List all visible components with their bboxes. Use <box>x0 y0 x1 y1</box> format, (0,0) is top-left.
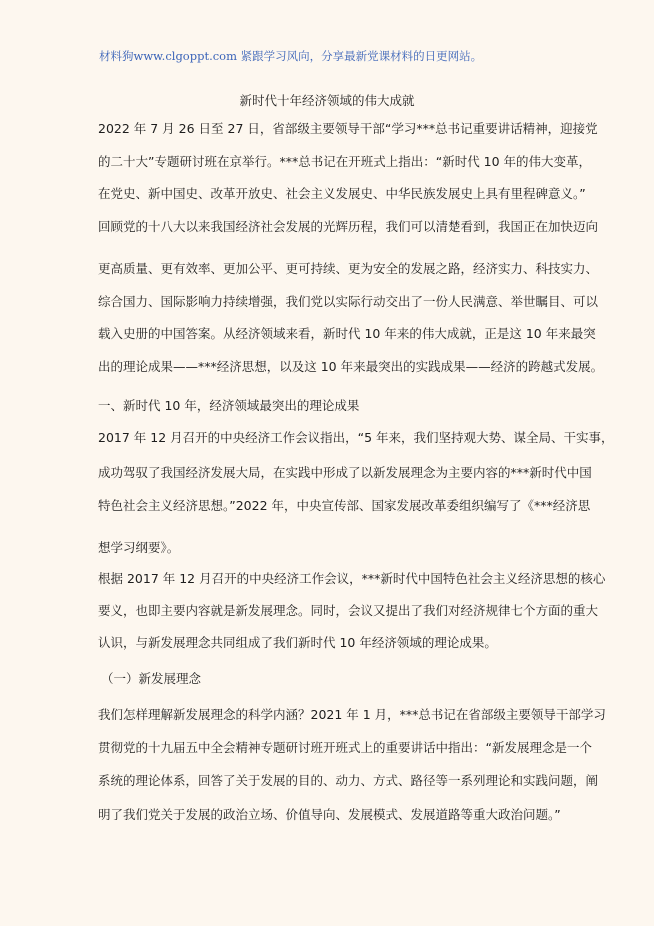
paragraph-line: 特色社会主义经济思想。”2022 年，中央宣传部、国家发展改革委组织编写了《***经济思 <box>98 498 591 513</box>
subsection-heading: （一）新发展理念 <box>101 671 202 686</box>
header-note: 材料狗www.clgoppt.com 紧跟学习风向，分享最新党课材料的日更网站。 <box>99 49 483 63</box>
paragraph-line: 综合国力、国际影响力持续增强，我们党以实际行动交出了一份人民满意、举世瞩目、可以 <box>98 294 599 309</box>
paragraph-line: 系统的理论体系，回答了关于发展的目的、动力、方式、路径等一系列理论和实践问题，阐 <box>98 773 599 788</box>
paragraph-line: 在党史、新中国史、改革开放史、社会主义发展史、中华民族发展史上具有里程碑意义。” <box>98 186 586 201</box>
paragraph-line: 2017 年 12 月召开的中央经济工作会议指出，“5 年来，我们坚持观大势、谋全局、干实事， <box>98 430 614 445</box>
paragraph-line: 2022 年 7 月 26 日至 27 日，省部级主要领导干部“学习***总书记重要讲话精神，迎接党 <box>98 121 598 136</box>
section-heading: 一、新时代 10 年，经济领域最突出的理论成果 <box>98 398 360 413</box>
paragraph-line: 想学习纲要》。 <box>98 540 180 555</box>
paragraph-line: 根据 2017 年 12 月召开的中央经济工作会议，***新时代中国特色社会主义经济思想的核心 <box>98 571 606 586</box>
paragraph-line: 认识，与新发展理念共同组成了我们新时代 10 年经济领域的理论成果。 <box>98 635 497 650</box>
document-title: 新时代十年经济领域的伟大成就 <box>239 93 415 108</box>
paragraph-line: 要义，也即主要内容就是新发展理念。同时，会议又提出了我们对经济规律七个方面的重大 <box>98 603 599 618</box>
paragraph-line: 成功驾驭了我国经济发展大局，在实践中形成了以新发展理念为主要内容的***新时代中国 <box>98 465 592 480</box>
paragraph-line: 我们怎样理解新发展理念的科学内涵？2021 年 1 月，***总书记在省部级主要领导干部学习 <box>98 707 606 722</box>
paragraph-line: 回顾党的十八大以来我国经济社会发展的光辉历程，我们可以清楚看到，我国正在加快迈向 <box>98 219 599 234</box>
paragraph-line: 贯彻党的十九届五中全会精神专题研讨班开班式上的重要讲话中指出：“新发展理念是一个 <box>98 740 592 755</box>
paragraph-line: 的二十大”专题研讨班在京举行。***总书记在开班式上指出：“新时代 10 年的伟大变革， <box>98 154 592 169</box>
paragraph-line: 明了我们党关于发展的政治立场、价值导向、发展模式、发展道路等重大政治问题。” <box>98 807 561 822</box>
paragraph-line: 出的理论成果——***经济思想，以及这 10 年来最突出的实践成果——经济的跨越式发展。 <box>98 359 604 374</box>
paragraph-line: 载入史册的中国答案。从经济领域来看，新时代 10 年来的伟大成就，正是这 10 年来最突 <box>98 326 596 341</box>
paragraph-line: 更高质量、更有效率、更加公平、更可持续、更为安全的发展之路，经济实力、科技实力、 <box>98 261 599 276</box>
